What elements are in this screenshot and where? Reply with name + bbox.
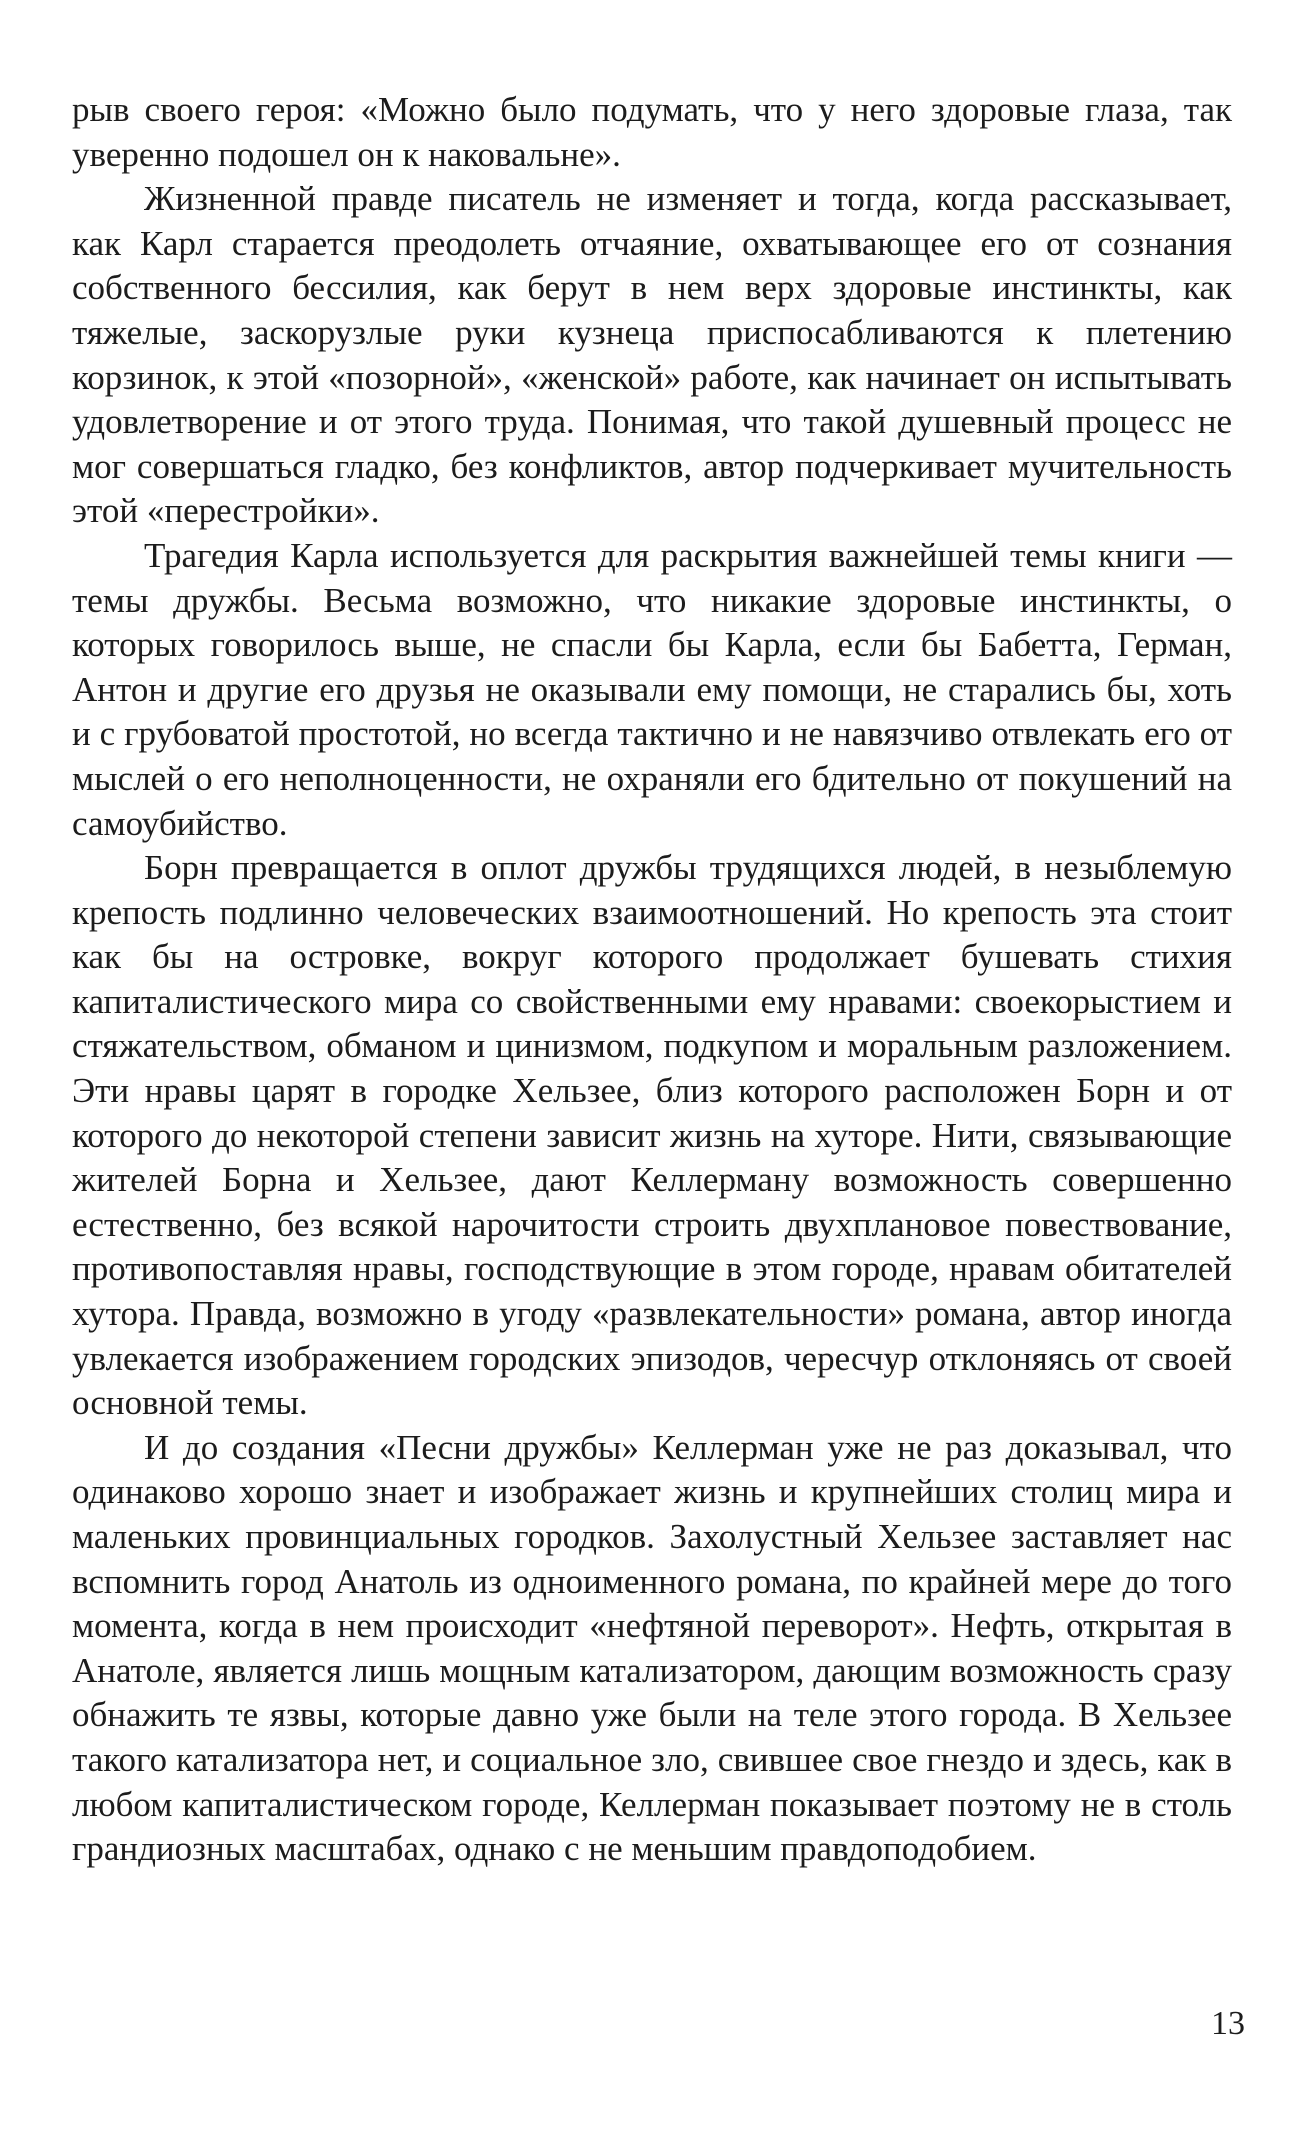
- paragraph-born-fortress: Борн превращается в оплот дружбы трудящихся людей, в незыблемую крепость подлинно человеческих взаимоотношений. Но крепость эта стоит как бы на островке, вокруг которого продолжает бушевать стихия капиталистического мира со свойственными ему нравами: своекорыстием и стяжательством, обманом и цинизмом, подкупом и моральным разложением. Эти нравы царят в городке Хельзее, близ которого расположен Борн и от которого до некоторой степени зависит жизнь на хуторе. Нити, связывающие жителей Борна и Хельзее, дают Келлерману возможность совершенно естественно, без всякой нарочитости строить двухплановое повествование, противопоставляя нравы, господствующие в этом городе, нравам обитателей хутора. Правда, возможно в угоду «развлекательности» романа, автор иногда увлекается изображением городских эпизодов, чересчур отклоняясь от своей основной темы.: [72, 848, 1232, 1423]
- paragraph-karl-instincts: Жизненной правде писатель не изменяет и тогда, когда рассказывает, как Карл старается преодолеть отчаяние, охватывающее его от сознания собственного бессилия, как берут в нем верх здоровые инстинкты, как тяжелые, заскорузлые руки кузнеца приспосабливаются к плетению корзинок, к этой «позорной», «женской» работе, как начинает он испытывать удовлетворение и от этого труда. Понимая, что такой душевный процесс не мог совершаться гладко, без конфликтов, автор подчеркивает мучительность этой «перестройки».: [72, 179, 1232, 531]
- body-text: [72, 88, 1232, 1872]
- paragraph-kellermann-towns: И до создания «Песни дружбы» Келлерман уже не раз доказывал, что одинаково хорошо знает и изображает жизнь и крупнейших столиц мира и маленьких провинциальных городков. Захолустный Хельзее заставляет нас вспомнить город Анатоль из одноименного романа, по крайней мере до того момента, когда в нем происходит «нефтяной переворот». Нефть, открытая в Анатоле, является лишь мощным катализатором, дающим возможность сразу обнажить те язвы, которые давно уже были на теле этого города. В Хельзее такого катализатора нет, и социальное зло, свившее свое гнездо и здесь, как в любом капиталистическом городе, Келлерман показывает поэтому не в столь грандиозных масштабах, однако с не меньшим правдоподобием.: [72, 1427, 1232, 1869]
- page-number: 13: [1211, 2005, 1245, 2042]
- paragraph-friendship-theme: Трагедия Карла используется для раскрытия важнейшей темы книги — темы дружбы. Весьма возможно, что никакие здоровые инстинкты, о которых говорилось выше, не спасли бы Карла, если бы Бабетта, Герман, Антон и другие его друзья не оказывали ему помощи, не старались бы, хоть и с грубоватой простотой, но всегда тактично и не навязчиво отвлекать его от мыслей о его неполноценности, не охраняли его бдительно от покушений на самоубийство.: [72, 535, 1232, 843]
- paragraph-continuation: рыв своего героя: «Можно было подумать, что у него здоровые глаза, так уверенно подошел он к наковальне».: [72, 90, 1232, 174]
